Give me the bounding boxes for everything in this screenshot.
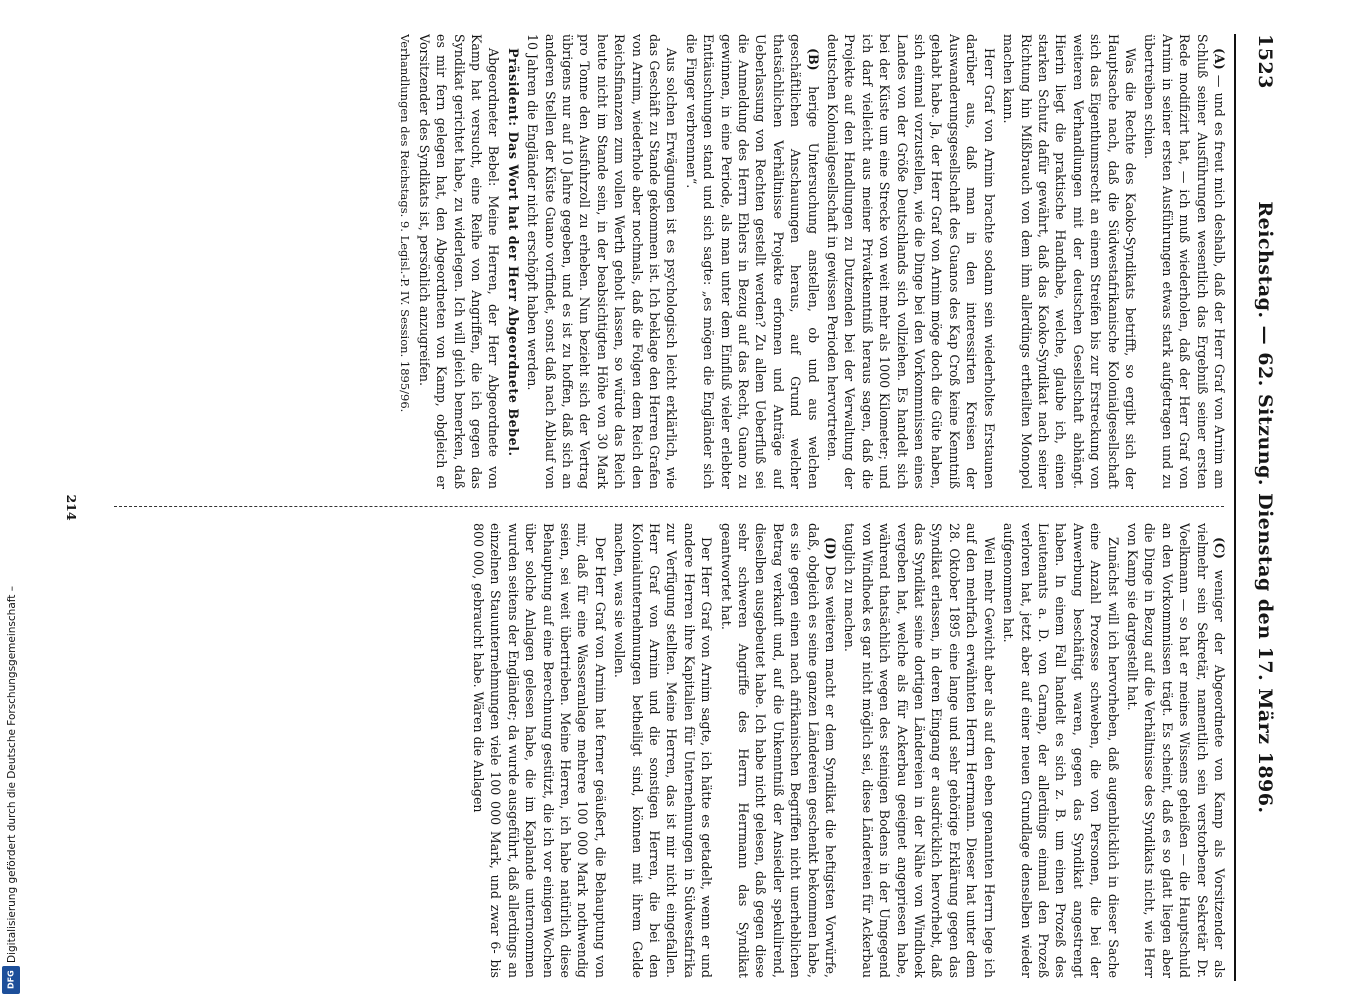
- paragraph: [415, 34, 502, 489]
- paragraph: [824, 34, 998, 489]
- paragraph: [1000, 34, 1139, 489]
- paragraph-text: herige Untersuchung anstellen, ob und aus welchen geschäftlichen Anschauungen heraus, auf Grund welcher thatsächlichen Verhältnisse Projekte erfonnen und Anträge auf Ueberlassung von Rechten gestellt werden? Zu allem Ueberfluß sei die Anmeldung des Herrn Ehlers in Bezug auf das Recht, Guano zu gewinnen, in eine Periode, als man unter dem Einfluß vieler erlebter Enttäuschungen stand und sich sagte: „es mögen die Engländer sich die Finger verbrennen“.: [683, 34, 821, 489]
- paragraph-text: Der Herr Graf von Arnim hat ferner geäußert, die Behauptung von mir, daß für eine Wasseranlage mehrere 100 000 Mark nothwendig seien, sei weit übertrieben. Meine Herren, ich habe natürlich diese Behauptung auf eine Berechnung gestützt, die ich vor einigen Wochen über solche Anlagen gelesen habe, die im Kaplande unternommen wurden seitens der Engländer; da wurde ausgeführt, daß allerdings an einzelnen Stauunternehmungen viele 100 000 Mark, und zwar 6- bis 800 000, gebraucht habe. Wären die Anlagen: [470, 523, 608, 978]
- speaker-line: Präsident: Das Wort hat der Herr Abgeordnete Bebel.: [505, 48, 521, 457]
- digitization-note: Digitalisierung gefördert durch die Deutsche Forschungsgemeinschaft –: [6, 586, 18, 963]
- paragraph: [841, 523, 998, 978]
- page-title: Reichstag. — 62. Sitzung. Dienstag den 17. März 1896.: [1254, 201, 1276, 814]
- paragraph-text: Weil mehr Gewicht aber als auf den eben genannten Herrn lege ich auf den mehrfach erwähnten Herrn Herrmann. Dieser hat unter dem 28. Oktober 1895 eine lange und sehr gehörige Erklärung gegen das Syndikat erlassen, in deren Eingang er ausdrücklich hervorhebt, daß das Syndikat seine dortigen Ländereien in der Nähe von Windhoek vergeben hat, welche als für Ackerbau geeignet angepriesen habe, während thatsächlich wegen des steinigen Bodens in der Umgegend von Windhoek es gar nicht möglich sei, diese Ländereien für Ackerbau tauglich zu machen.: [842, 523, 997, 978]
- right-column: [78, 523, 1228, 978]
- paragraph-text: weniger der Abgeordnete von Kamp als Vorsitzender als vielmehr sein Sekretär, namentlich sein verstorbener Sekretär Dr. Voelkmann — so hat er meines Wissens geheißen — die Hauptschuld an den Vorkommnissen trägt. Es scheint, daß es so glatt liegen aber die Dinge in Bezug auf die Verhältnisse des Syndikats nicht, wie Herr von Kamp sie dargestellt hat.: [1124, 523, 1227, 978]
- paragraph: [1141, 34, 1228, 489]
- digitization-sidebar: [0, 0, 26, 1000]
- page-header: [1234, 34, 1280, 981]
- margin-marker: (C): [1212, 537, 1227, 559]
- margin-marker: (B): [805, 48, 821, 71]
- dfg-logo: DFG: [2, 966, 20, 994]
- paragraph: [470, 523, 609, 978]
- left-column: [78, 34, 1228, 489]
- paragraph-text: Abgeordneter Bebel: Meine Herren, der Herr Abgeordnete von Kamp hat versucht, eine Reihe von Angriffen, die ich gegen das Syndikat gerichtet habe, zu widerlegen. Ich will gleich bemerken, daß es mir fern gelegen hat, den Abgeordneten von Kamp, obgleich er Vorsitzender des Syndikats ist, persönlich anzugreifen.: [416, 34, 502, 489]
- sheet-number: 214: [64, 494, 79, 521]
- column-divider: [114, 506, 1224, 507]
- margin-marker: (D): [823, 537, 839, 560]
- paragraph: [717, 523, 839, 978]
- paragraph: [611, 523, 715, 978]
- paragraph: [682, 34, 821, 489]
- margin-marker: (A): [1212, 48, 1227, 70]
- citation: Verhandlungen des Reichstags. 9. Legisl.-P. IV. Session. 1895/96.: [398, 34, 413, 413]
- page-number: 1523: [1254, 34, 1276, 89]
- paragraph: [524, 34, 681, 489]
- paragraph: [504, 34, 521, 489]
- paragraph-text: Des weiteren macht er dem Syndikat die heftigsten Vorwürfe, daß, obgleich es seine ganzen Ländereien geschenkt bekommen habe, es sie gegen einen nach afrikanischen Begriffen nicht unerheblichen Betrag verkauft und, auf die Unkenntniß der Ansiedler spekulirend, dieselben ausgebeutet habe. Ich habe nicht gelesen, daß gegen diese sehr schweren Angriffe des Herrn Herrmann das Syndikat geantwortet hat.: [718, 523, 839, 978]
- paragraph: [1124, 523, 1228, 978]
- paragraph-text: Der Herr Graf von Arnim sagte, ich hätte es getadelt, wenn er und andere Herren ihre Kapitalien für Unternehmungen in Südwestafrika zur Verfügung stellten. Meine Herren, das ist mir nicht eingefallen. Herr Graf von Arnim und die sonstigen Herren, die bei den Kolonialunternehmungen betheiligt sind, können mit ihrem Gelde machen, was sie wollen.: [612, 523, 715, 978]
- paragraph: [1000, 523, 1122, 978]
- paragraph-text: — und es freut mich deshalb, daß der Herr Graf von Arnim am Schluß seiner Ausführungen wesentlich das Ergebniß seiner ersten Rede modifizirt hat, — ich muß wiederholen, daß der Herr Graf von Arnim in seiner ersten Ausführungen etwas stark aufgetragen und zu übertreiben schien.: [1142, 34, 1227, 489]
- paragraph-text: Was die Rechte des Kaoko-Syndikats betrifft, so ergibt sich der Hauptsache nach, daß die Südwestafrikanische Kolonialgesellschaft sich das Eigenthumsrecht an einem Streifen bis zur Erstreckung von weiteren Verhandlungen mit der deutschen Gesellschaft abhängt. Hierin liegt die praktische Handhabe, welche, glaube ich, einen starken Schutz dafür gewährt, daß das Kaoko-Syndikat nach seiner Richtung hin Mißbrauch von dem ihm allerdings ertheilten Monopol machen kann.: [1001, 34, 1138, 489]
- scanned-page: [54, 20, 1294, 995]
- paragraph-text: Herr Graf von Arnim brachte sodann sein wiederholtes Erstaunen darüber aus, daß man in den interessirten Kreisen der Auswanderungsgesellschaft des Guanos des Kap Croß keine Kenntniß gehabt habe. Ja, der Herr Graf von Arnim möge doch die Güte haben, sich einmal vorzustellen, wie die Dinge bei den Vorkommnissen eines Landes von der Größe Deutschlands sich vollziehen. Es handelt sich bei der Küste um eine Strecke von weit mehr als 1000 Kilometer; und ich darf vielleicht aus meiner Privatkenntniß heraus sagen, daß die Projekte auf den Handlungen zu Dutzenden bei der Verwaltung der deutschen Kolonialgesellschaft in gewissen Perioden hervortreten.: [825, 34, 997, 489]
- paragraph-text: Aus solchen Erwägungen ist es psychologisch leicht erklärlich, wie das Geschäft zu Stande gekommen ist. Ich beklage den Herren Grafen von Arnim, wiederhole aber nochmals, daß die Folgen dem Reich den Reichsfinanzen zum vollen Werth geholt lassen, so würde das Reich heute nicht im Stande sein, in der beabsichtigten Höhe von 30 Mark pro Tonne den Ausfuhrzoll zu erheben. Nun bezieht sich der Vertrag übrigens nur auf 10 Jahre gegeben, und es ist zu hoffen, daß sich an anderen Stellen der Küste Guano vorfindet, sonst daß nach Ablauf von 10 Jahren die Engländer nicht erschöpft haben werden.: [525, 34, 680, 489]
- paragraph-text: Zunächst will ich hervorheben, daß augenblicklich in dieser Sache eine Anzahl Prozesse schweben, die von Personen, die bei der Anwerbung beschäftigt waren, gegen das Syndikat angestrengt haben. In einem Fall handelt es sich z. B. um einen Prozeß des Lieutenants a. D. von Carnap, der allerdings einmal den Prozeß verloren hat, jetzt aber auf einer neuen Grundlage denselben wieder aufgenommen hat.: [1001, 523, 1121, 978]
